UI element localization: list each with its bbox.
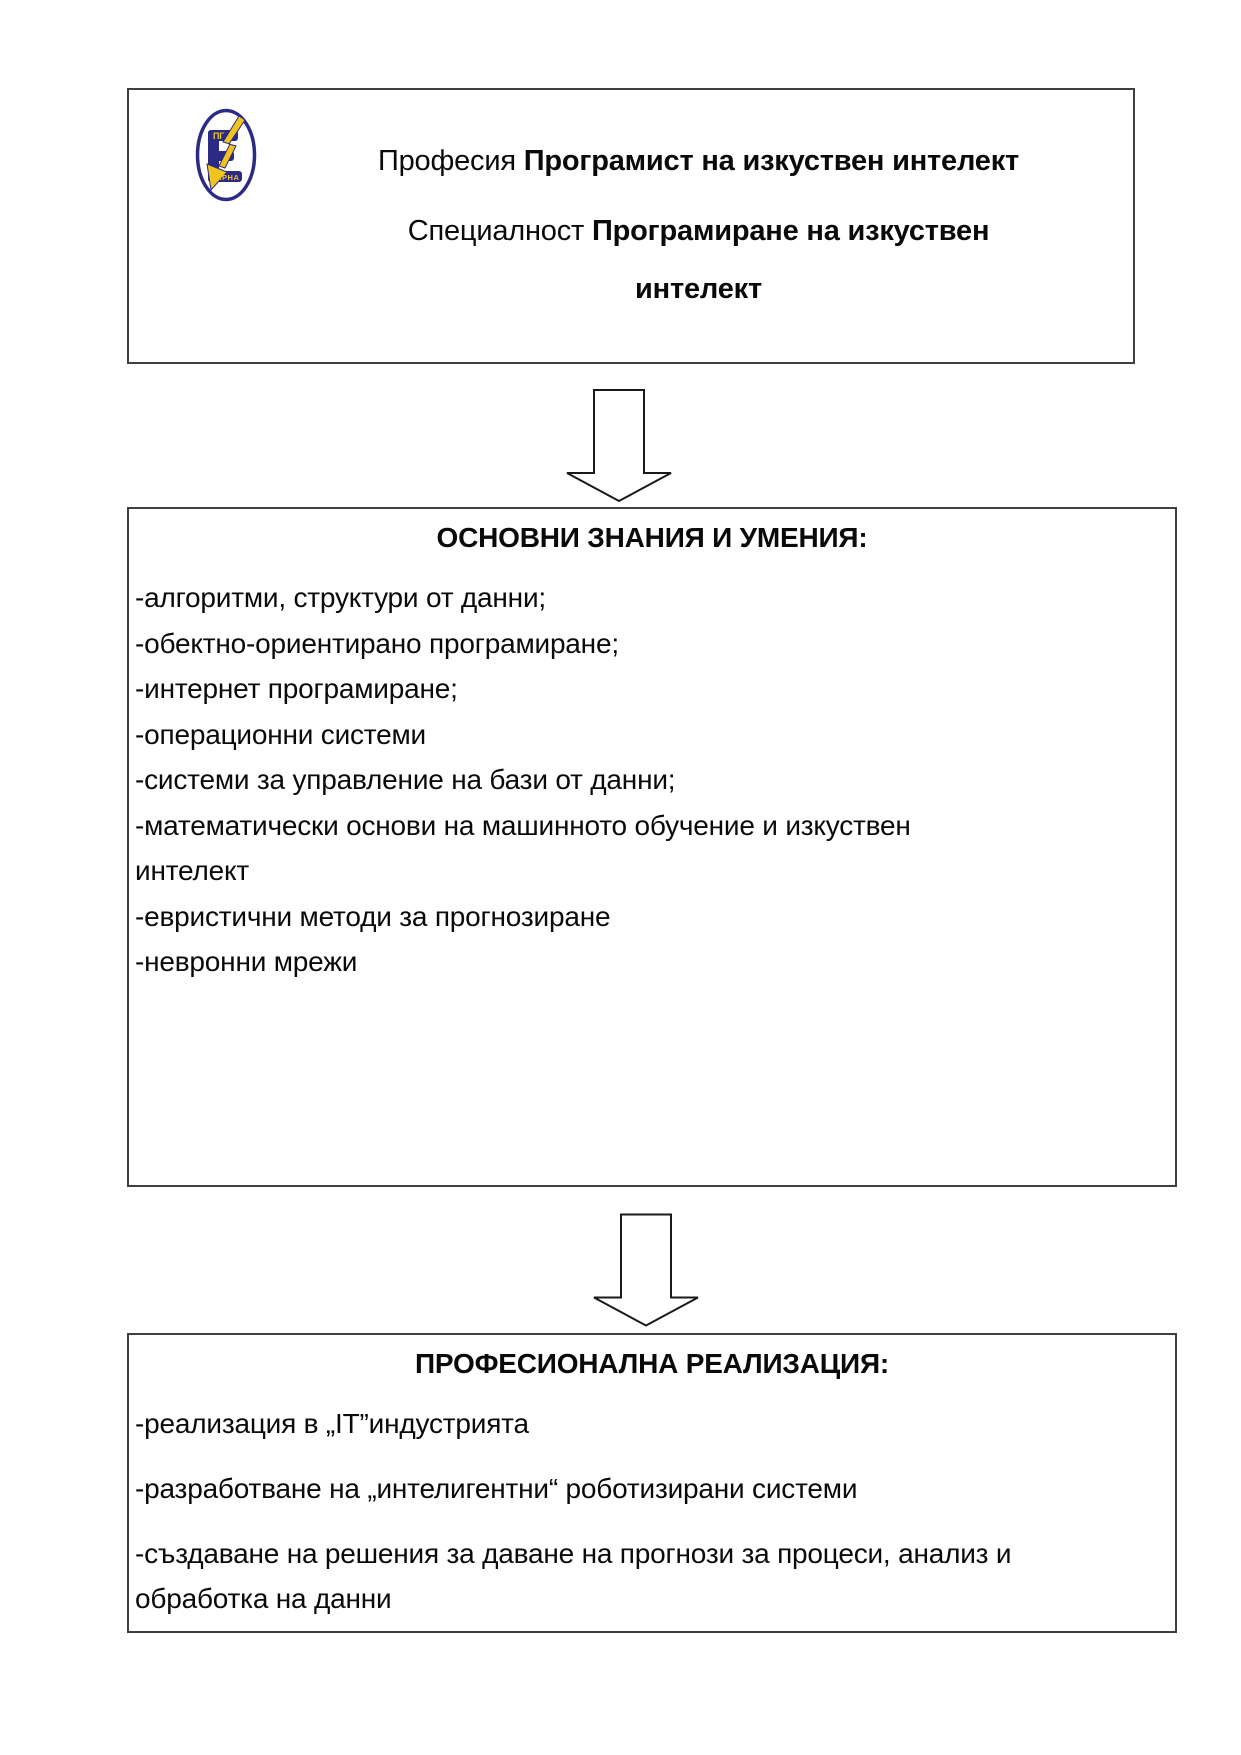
profession-line: [279, 132, 1118, 190]
down-arrow-icon: [593, 1213, 699, 1327]
realization-title: ПРОФЕСИОНАЛНА РЕАЛИЗАЦИЯ:: [414, 1348, 890, 1379]
speciality-value-part2: интелект: [635, 273, 762, 305]
knowledge-title: ОСНОВНИ ЗНАНИЯ И УМЕНИЯ:: [436, 522, 868, 553]
list-item: -разработване на „интелигентни“ роботизирани системи: [135, 1473, 858, 1504]
list-item: -обектно-ориентирано програмиране;: [135, 627, 619, 659]
logo-top-text: ПГ: [213, 131, 225, 141]
logo-bottom-text: ВАРНА: [210, 173, 240, 182]
list-item: -евристични методи за прогнозиране: [135, 900, 611, 932]
list-item: -математически основи на машинното обучение и изкуствен: [135, 809, 911, 841]
school-logo-icon: [195, 108, 257, 202]
realization-list: [129, 1401, 1175, 1621]
list-item: -създаване на решения за даване на прогнози за процеси, анализ и: [135, 1538, 1012, 1569]
list-item: -невронни мрежи: [135, 946, 358, 977]
list-item: -реализация в „IT”индустрията: [135, 1408, 529, 1439]
speciality-value-part1: Програмиране на изкуствен: [591, 215, 990, 247]
title-box: [127, 88, 1135, 364]
list-item-continuation: обработка на данни: [135, 1583, 392, 1614]
list-item: -системи за управление на бази от данни;: [135, 764, 676, 795]
down-arrow-icon: [566, 389, 672, 502]
list-item-continuation: интелект: [135, 855, 249, 886]
profession-value: Програмист на изкуствен интелект: [523, 145, 1020, 177]
speciality-label: Специалност: [407, 215, 592, 247]
knowledge-list: [129, 575, 1175, 985]
knowledge-box: [127, 507, 1177, 1187]
header-text: [279, 132, 1118, 318]
profession-label: Професия: [377, 145, 524, 177]
list-item: -операционни системи: [135, 718, 426, 750]
list-item: -алгоритми, структури от данни;: [135, 582, 546, 613]
list-item: -интернет програмиране;: [135, 673, 458, 704]
realization-box: [127, 1333, 1177, 1633]
speciality-line: [279, 202, 1118, 318]
